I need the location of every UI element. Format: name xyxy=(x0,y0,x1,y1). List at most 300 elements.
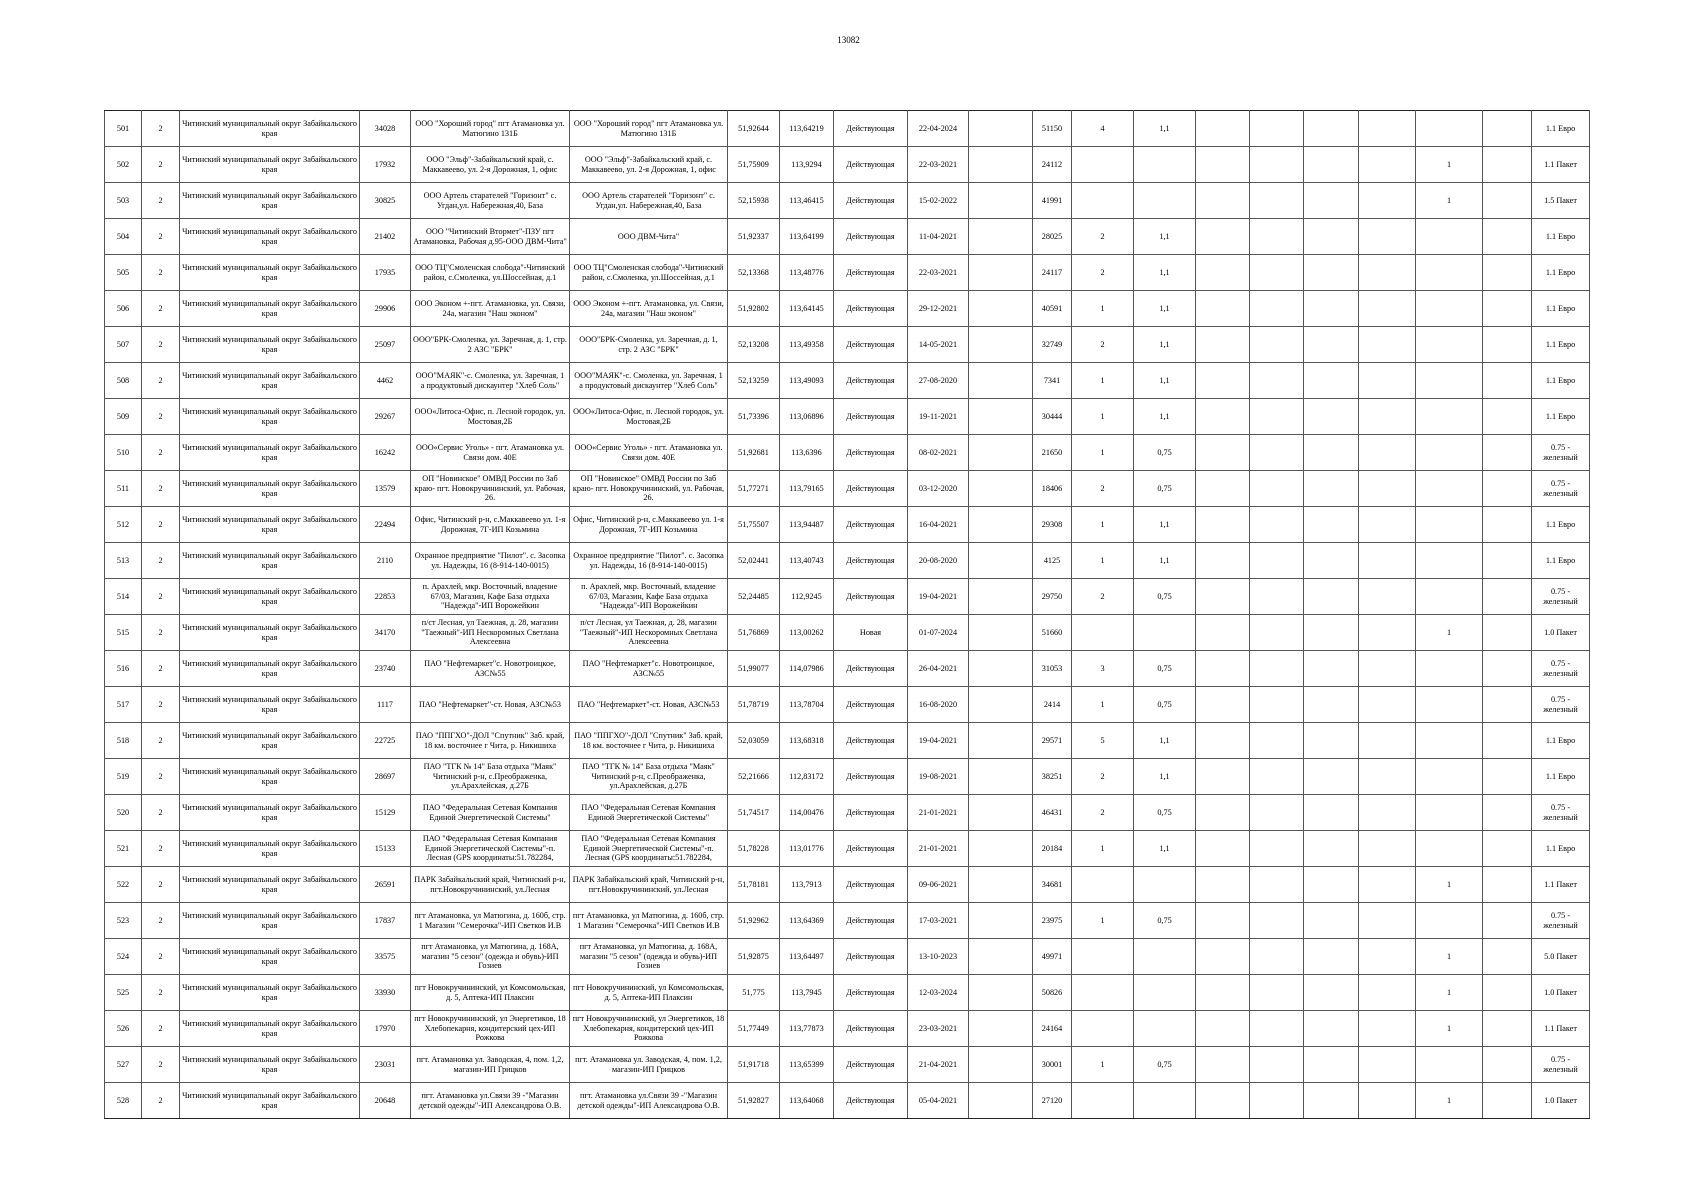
cell-object-code xyxy=(360,1083,411,1119)
date-text: 26-04-2021 xyxy=(918,663,958,673)
date-text: 16-08-2020 xyxy=(918,699,958,709)
cell-empty-col xyxy=(1196,183,1250,219)
cell-district xyxy=(180,543,360,579)
object-code-text: 17837 xyxy=(374,915,396,925)
owner-address-text: ООО Эконом +-пгт. Атамановка, ул. Связи, 24а, магазин "Наш эконом" xyxy=(414,298,566,318)
cell-latitude xyxy=(728,507,780,543)
cell-empty-col xyxy=(1483,471,1532,507)
owner-address-text: пгт. Атамановка ул.Связи 39 -"Магазин детской одежды"-ИП Александрова О.В. xyxy=(418,1090,562,1110)
cell-district xyxy=(180,399,360,435)
site-address-text: Офис, Читинский р-н, с.Маккавеево ул. 1-я Дорожная, 7Г-ИП Козьмина xyxy=(573,514,724,534)
cell-longitude xyxy=(780,687,834,723)
cell-package-flag xyxy=(1416,1047,1483,1083)
cell-empty-col xyxy=(1483,219,1532,255)
cell-latitude xyxy=(728,723,780,759)
row-number-text: 526 xyxy=(116,1023,130,1033)
zone-text: 2 xyxy=(158,1059,163,1069)
status-text: Действующая xyxy=(846,807,895,817)
cell-zone xyxy=(142,327,180,363)
cell-empty-col xyxy=(969,147,1033,183)
container-type-text: 1.1 Пакет xyxy=(1544,159,1577,169)
object-code-text: 17932 xyxy=(374,159,396,169)
cell-date xyxy=(908,255,969,291)
cell-site-address xyxy=(570,795,728,831)
cell-longitude xyxy=(780,903,834,939)
site-address-text: ООО Артель старателей "Горизонт" с. Угдан,ул. Набережная,40, База xyxy=(582,190,715,210)
container-count-text: 2 xyxy=(1100,231,1105,241)
cell-longitude xyxy=(780,219,834,255)
date-text: 13-10-2023 xyxy=(918,951,958,961)
cell-empty-col xyxy=(1196,1047,1250,1083)
cell-status xyxy=(834,543,908,579)
cell-row-number xyxy=(105,1011,142,1047)
cell-registry-number xyxy=(1033,723,1072,759)
district-text: Читинский муниципальный округ Забайкальского края xyxy=(182,1054,357,1074)
cell-owner-address xyxy=(411,723,570,759)
container-volume-text: 1,1 xyxy=(1159,555,1170,565)
container-volume-text: 1,1 xyxy=(1159,303,1170,313)
object-code-text: 22725 xyxy=(374,735,396,745)
cell-owner-address xyxy=(411,615,570,651)
cell-container-count xyxy=(1072,327,1134,363)
cell-container-type xyxy=(1532,507,1590,543)
cell-container-count xyxy=(1072,111,1134,147)
status-text: Действующая xyxy=(846,699,895,709)
cell-site-address xyxy=(570,183,728,219)
cell-container-type xyxy=(1532,939,1590,975)
cell-container-type xyxy=(1532,1011,1590,1047)
cell-status xyxy=(834,687,908,723)
latitude-text: 51,92802 xyxy=(738,303,769,313)
registry-number-text: 51660 xyxy=(1041,627,1063,637)
cell-container-volume xyxy=(1134,543,1196,579)
row-number-text: 512 xyxy=(116,519,130,529)
owner-address-text: ООО Артель старателей "Горизонт" с. Угдан,ул. Набережная,40, База xyxy=(423,190,557,210)
cell-container-type xyxy=(1532,471,1590,507)
owner-address-text: Охранное предприятие "Пилот". с. Засопка ул. Надежды, 16 (8-914-140-0015) xyxy=(414,550,566,570)
latitude-text: 51,73396 xyxy=(738,411,769,421)
cell-empty-col xyxy=(1196,147,1250,183)
container-type-text: 1.1 Евро xyxy=(1545,375,1576,385)
cell-district xyxy=(180,507,360,543)
row-number-text: 509 xyxy=(116,411,130,421)
cell-district xyxy=(180,1083,360,1119)
cell-container-count xyxy=(1072,219,1134,255)
date-text: 17-03-2021 xyxy=(918,915,958,925)
cell-container-count xyxy=(1072,399,1134,435)
cell-empty-col xyxy=(1250,327,1304,363)
object-code-text: 16242 xyxy=(374,447,396,457)
cell-object-code xyxy=(360,795,411,831)
cell-site-address xyxy=(570,399,728,435)
cell-object-code xyxy=(360,291,411,327)
cell-longitude xyxy=(780,363,834,399)
cell-empty-col xyxy=(1483,435,1532,471)
date-text: 29-12-2021 xyxy=(918,303,958,313)
cell-empty-col xyxy=(1483,399,1532,435)
cell-row-number xyxy=(105,903,142,939)
latitude-text: 52,21666 xyxy=(738,771,769,781)
cell-district xyxy=(180,471,360,507)
cell-date xyxy=(908,1083,969,1119)
cell-container-volume xyxy=(1134,183,1196,219)
cell-container-volume xyxy=(1134,579,1196,615)
table-row xyxy=(105,1083,1590,1119)
cell-empty-col xyxy=(1250,255,1304,291)
date-text: 05-04-2021 xyxy=(918,1095,958,1105)
table-row xyxy=(105,291,1590,327)
cell-empty-col xyxy=(1483,1011,1532,1047)
cell-owner-address xyxy=(411,759,570,795)
cell-package-flag xyxy=(1416,255,1483,291)
cell-empty-col xyxy=(1304,831,1359,867)
status-text: Действующая xyxy=(846,1059,895,1069)
container-type-text: 1.0 Пакет xyxy=(1544,627,1577,637)
registry-number-text: 38251 xyxy=(1041,771,1063,781)
container-count-text: 5 xyxy=(1100,735,1105,745)
cell-empty-col xyxy=(1483,1047,1532,1083)
cell-status xyxy=(834,219,908,255)
cell-empty-col xyxy=(1304,1083,1359,1119)
cell-site-address xyxy=(570,363,728,399)
site-address-text: ПАО "Федеральная Сетевая Компания Единой Энергетической Системы" xyxy=(581,802,716,822)
cell-empty-col xyxy=(969,543,1033,579)
cell-zone xyxy=(142,183,180,219)
cell-empty-col xyxy=(969,723,1033,759)
district-text: Читинский муниципальный округ Забайкальского края xyxy=(182,874,357,894)
cell-row-number xyxy=(105,147,142,183)
container-type-text: 1.1 Евро xyxy=(1545,519,1576,529)
cell-date xyxy=(908,687,969,723)
cell-empty-col xyxy=(969,831,1033,867)
site-address-text: пгт Новокручининский, ул Комсомольская, д. 5, Аптека-ИП Плаксин xyxy=(573,982,724,1002)
cell-container-volume xyxy=(1134,507,1196,543)
cell-longitude xyxy=(780,939,834,975)
cell-district xyxy=(180,435,360,471)
cell-longitude xyxy=(780,435,834,471)
cell-district xyxy=(180,255,360,291)
cell-latitude xyxy=(728,759,780,795)
district-text: Читинский муниципальный округ Забайкальского края xyxy=(182,730,357,750)
container-count-text: 2 xyxy=(1100,483,1105,493)
cell-container-volume xyxy=(1134,939,1196,975)
cell-longitude xyxy=(780,471,834,507)
cell-empty-col xyxy=(969,255,1033,291)
row-number-text: 520 xyxy=(116,807,130,817)
longitude-text: 113,64068 xyxy=(789,1095,824,1105)
cell-date xyxy=(908,795,969,831)
cell-empty-col xyxy=(969,759,1033,795)
row-number-text: 506 xyxy=(116,303,130,313)
status-text: Действующая xyxy=(846,951,895,961)
cell-empty-col xyxy=(1196,975,1250,1011)
cell-status xyxy=(834,903,908,939)
container-type-text: 1.5 Пакет xyxy=(1544,195,1577,205)
cell-owner-address xyxy=(411,687,570,723)
cell-zone xyxy=(142,723,180,759)
site-address-text: ПАО "Нефтемаркет"-ст. Новая, АЗС№53 xyxy=(577,699,720,709)
cell-empty-col xyxy=(1250,759,1304,795)
object-code-text: 20648 xyxy=(374,1095,396,1105)
cell-status xyxy=(834,255,908,291)
zone-text: 2 xyxy=(158,879,163,889)
owner-address-text: Офис, Читинский р-н, с.Маккавеево ул. 1-я Дорожная, 7Г-ИП Козьмина xyxy=(414,514,566,534)
cell-site-address xyxy=(570,939,728,975)
cell-latitude xyxy=(728,363,780,399)
table-row xyxy=(105,867,1590,903)
cell-latitude xyxy=(728,399,780,435)
container-count-text: 3 xyxy=(1100,663,1105,673)
cell-container-count xyxy=(1072,651,1134,687)
longitude-text: 113,49358 xyxy=(789,339,824,349)
owner-address-text: ООО "Читинский Втормет"-ПЗУ пгт Атамановка, Рабочая д.95-ООО ДВМ-Чита" xyxy=(413,226,567,246)
cell-object-code xyxy=(360,147,411,183)
container-count-text: 1 xyxy=(1100,915,1105,925)
cell-container-type xyxy=(1532,543,1590,579)
latitude-text: 51,92875 xyxy=(738,951,769,961)
date-text: 22-03-2021 xyxy=(918,159,958,169)
cell-row-number xyxy=(105,543,142,579)
cell-registry-number xyxy=(1033,831,1072,867)
table-row xyxy=(105,687,1590,723)
site-address-text: ПАО "Федеральная Сетевая Компания Единой Энергетической Системы"-п. Лесная (GPS координаты:51.782284, xyxy=(581,833,716,863)
cell-empty-col xyxy=(1196,687,1250,723)
cell-district xyxy=(180,363,360,399)
cell-container-volume xyxy=(1134,327,1196,363)
cell-empty-col xyxy=(1196,327,1250,363)
district-text: Читинский муниципальный округ Забайкальского края xyxy=(182,370,357,390)
cell-district xyxy=(180,831,360,867)
site-address-text: ООО "Хороший город" пгт Атамановка ул. Матюгино 131Б xyxy=(573,118,724,138)
cell-container-type xyxy=(1532,147,1590,183)
cell-empty-col xyxy=(1304,507,1359,543)
latitude-text: 51,75507 xyxy=(738,519,769,529)
cell-object-code xyxy=(360,327,411,363)
cell-latitude xyxy=(728,327,780,363)
cell-empty-col xyxy=(1359,183,1416,219)
cell-date xyxy=(908,615,969,651)
container-count-text: 1 xyxy=(1100,1059,1105,1069)
page-number: 13082 xyxy=(837,35,860,45)
cell-object-code xyxy=(360,219,411,255)
cell-zone xyxy=(142,471,180,507)
cell-date xyxy=(908,975,969,1011)
district-text: Читинский муниципальный округ Забайкальского края xyxy=(182,190,357,210)
cell-row-number xyxy=(105,111,142,147)
cell-status xyxy=(834,399,908,435)
site-address-text: п/ст Лесная, ул Таежная, д. 28, магазин "Таежный"-ИП Нескоромных Светлана Алексеевна xyxy=(579,617,718,647)
cell-registry-number xyxy=(1033,1011,1072,1047)
cell-owner-address xyxy=(411,111,570,147)
cell-empty-col xyxy=(1359,939,1416,975)
row-number-text: 524 xyxy=(116,951,130,961)
registry-number-text: 30001 xyxy=(1041,1059,1063,1069)
cell-empty-col xyxy=(969,579,1033,615)
cell-row-number xyxy=(105,1047,142,1083)
registry-number-text: 24164 xyxy=(1041,1023,1063,1033)
cell-object-code xyxy=(360,111,411,147)
registry-number-text: 31053 xyxy=(1041,663,1063,673)
cell-empty-col xyxy=(1359,399,1416,435)
cell-zone xyxy=(142,147,180,183)
cell-latitude xyxy=(728,543,780,579)
cell-empty-col xyxy=(969,183,1033,219)
container-type-text: 0.75 - железный xyxy=(1543,694,1578,714)
site-address-text: ООО"МАЯК"-с. Смоленка, ул. Заречная, 1 а продуктовый дискаунтер "Хлеб Соль" xyxy=(574,370,723,390)
container-type-text: 1.1 Евро xyxy=(1545,303,1576,313)
container-volume-text: 1,1 xyxy=(1159,771,1170,781)
object-code-text: 28697 xyxy=(374,771,396,781)
cell-empty-col xyxy=(969,111,1033,147)
cell-empty-col xyxy=(1196,615,1250,651)
cell-empty-col xyxy=(1483,939,1532,975)
cell-date xyxy=(908,759,969,795)
date-text: 19-11-2021 xyxy=(919,411,957,421)
cell-empty-col xyxy=(1304,399,1359,435)
cell-empty-col xyxy=(1250,1047,1304,1083)
cell-latitude xyxy=(728,147,780,183)
district-text: Читинский муниципальный округ Забайкальского края xyxy=(182,910,357,930)
cell-container-count xyxy=(1072,183,1134,219)
registry-number-text: 49971 xyxy=(1041,951,1063,961)
cell-empty-col xyxy=(1359,327,1416,363)
cell-site-address xyxy=(570,615,728,651)
cell-site-address xyxy=(570,111,728,147)
cell-registry-number xyxy=(1033,363,1072,399)
cell-empty-col xyxy=(969,615,1033,651)
district-text: Читинский муниципальный округ Забайкальского края xyxy=(182,766,357,786)
cell-district xyxy=(180,147,360,183)
cell-object-code xyxy=(360,507,411,543)
registry-number-text: 46431 xyxy=(1041,807,1063,817)
cell-empty-col xyxy=(1250,219,1304,255)
date-text: 08-02-2021 xyxy=(918,447,958,457)
package-flag-text: 1 xyxy=(1446,627,1452,637)
cell-container-volume xyxy=(1134,1047,1196,1083)
cell-container-count xyxy=(1072,795,1134,831)
cell-empty-col xyxy=(1483,147,1532,183)
cell-object-code xyxy=(360,687,411,723)
table-row xyxy=(105,255,1590,291)
cell-empty-col xyxy=(1250,507,1304,543)
owner-address-text: ПАО "Нефтемаркет"-ст. Новая, АЗС№53 xyxy=(418,699,561,709)
cell-status xyxy=(834,615,908,651)
table-row xyxy=(105,831,1590,867)
status-text: Действующая xyxy=(846,195,895,205)
package-flag-text: 1 xyxy=(1446,879,1452,889)
cell-container-volume xyxy=(1134,399,1196,435)
container-count-text: 2 xyxy=(1100,267,1105,277)
cell-container-count xyxy=(1072,759,1134,795)
object-code-text: 25097 xyxy=(374,339,396,349)
cell-package-flag xyxy=(1416,471,1483,507)
cell-empty-col xyxy=(1250,111,1304,147)
cell-status xyxy=(834,723,908,759)
table-row xyxy=(105,111,1590,147)
cell-registry-number xyxy=(1033,687,1072,723)
cell-empty-col xyxy=(969,1011,1033,1047)
cell-container-count xyxy=(1072,831,1134,867)
object-code-text: 15129 xyxy=(374,807,396,817)
cell-container-type xyxy=(1532,831,1590,867)
row-number-text: 507 xyxy=(116,339,130,349)
longitude-text: 113,49093 xyxy=(789,375,824,385)
owner-address-text: пгт Новокручининский, ул Комсомольская, д. 5, Аптека-ИП Плаксин xyxy=(414,982,566,1002)
object-code-text: 4462 xyxy=(376,375,394,385)
latitude-text: 52,24485 xyxy=(738,591,769,601)
site-address-text: ПАО "Нефтемаркет"с. Новотроицкое, АЗС№55 xyxy=(582,658,715,678)
cell-container-count xyxy=(1072,867,1134,903)
owner-address-text: ПАО "Федеральная Сетевая Компания Единой Энергетической Системы" xyxy=(422,802,558,822)
site-address-text: ПАО "ТГК № 14" База отдыха "Маяк" Читинский р-н, с.Преображенка, ул.Арахлейская, д.27Б xyxy=(582,761,715,791)
cell-status xyxy=(834,147,908,183)
cell-empty-col xyxy=(1250,399,1304,435)
package-flag-text: 1 xyxy=(1446,1095,1452,1105)
cell-empty-col xyxy=(1196,579,1250,615)
cell-longitude xyxy=(780,651,834,687)
cell-status xyxy=(834,759,908,795)
row-number-text: 508 xyxy=(116,375,130,385)
status-text: Действующая xyxy=(846,267,895,277)
cell-container-type xyxy=(1532,723,1590,759)
cell-empty-col xyxy=(1304,543,1359,579)
cell-longitude xyxy=(780,111,834,147)
cell-empty-col xyxy=(969,651,1033,687)
zone-text: 2 xyxy=(158,555,163,565)
cell-longitude xyxy=(780,327,834,363)
registry-number-text: 41991 xyxy=(1041,195,1063,205)
cell-container-count xyxy=(1072,291,1134,327)
object-code-text: 33930 xyxy=(374,987,396,997)
cell-status xyxy=(834,651,908,687)
cell-date xyxy=(908,651,969,687)
cell-empty-col xyxy=(1359,615,1416,651)
cell-empty-col xyxy=(1304,975,1359,1011)
container-type-text: 1.1 Евро xyxy=(1545,771,1576,781)
container-count-text: 2 xyxy=(1100,339,1105,349)
cell-zone xyxy=(142,579,180,615)
container-count-text: 1 xyxy=(1100,519,1105,529)
cell-latitude xyxy=(728,1047,780,1083)
cell-empty-col xyxy=(1483,543,1532,579)
cell-row-number xyxy=(105,219,142,255)
cell-empty-col xyxy=(1196,507,1250,543)
cell-site-address xyxy=(570,975,728,1011)
cell-longitude xyxy=(780,1083,834,1119)
cell-empty-col xyxy=(1483,651,1532,687)
row-number-text: 515 xyxy=(116,627,130,637)
cell-site-address xyxy=(570,543,728,579)
latitude-text: 51,92644 xyxy=(738,123,769,133)
registry-number-text: 30444 xyxy=(1041,411,1063,421)
cell-latitude xyxy=(728,867,780,903)
longitude-text: 113,64145 xyxy=(789,303,824,313)
cell-container-type xyxy=(1532,687,1590,723)
row-number-text: 521 xyxy=(116,843,130,853)
cell-owner-address xyxy=(411,255,570,291)
cell-latitude xyxy=(728,975,780,1011)
cell-latitude xyxy=(728,687,780,723)
cell-container-type xyxy=(1532,975,1590,1011)
cell-district xyxy=(180,867,360,903)
cell-empty-col xyxy=(1250,831,1304,867)
cell-longitude xyxy=(780,831,834,867)
container-volume-text: 1,1 xyxy=(1159,411,1170,421)
container-volume-text: 0,75 xyxy=(1157,1059,1172,1069)
date-text: 09-06-2021 xyxy=(918,879,958,889)
cell-status xyxy=(834,939,908,975)
cell-district xyxy=(180,183,360,219)
